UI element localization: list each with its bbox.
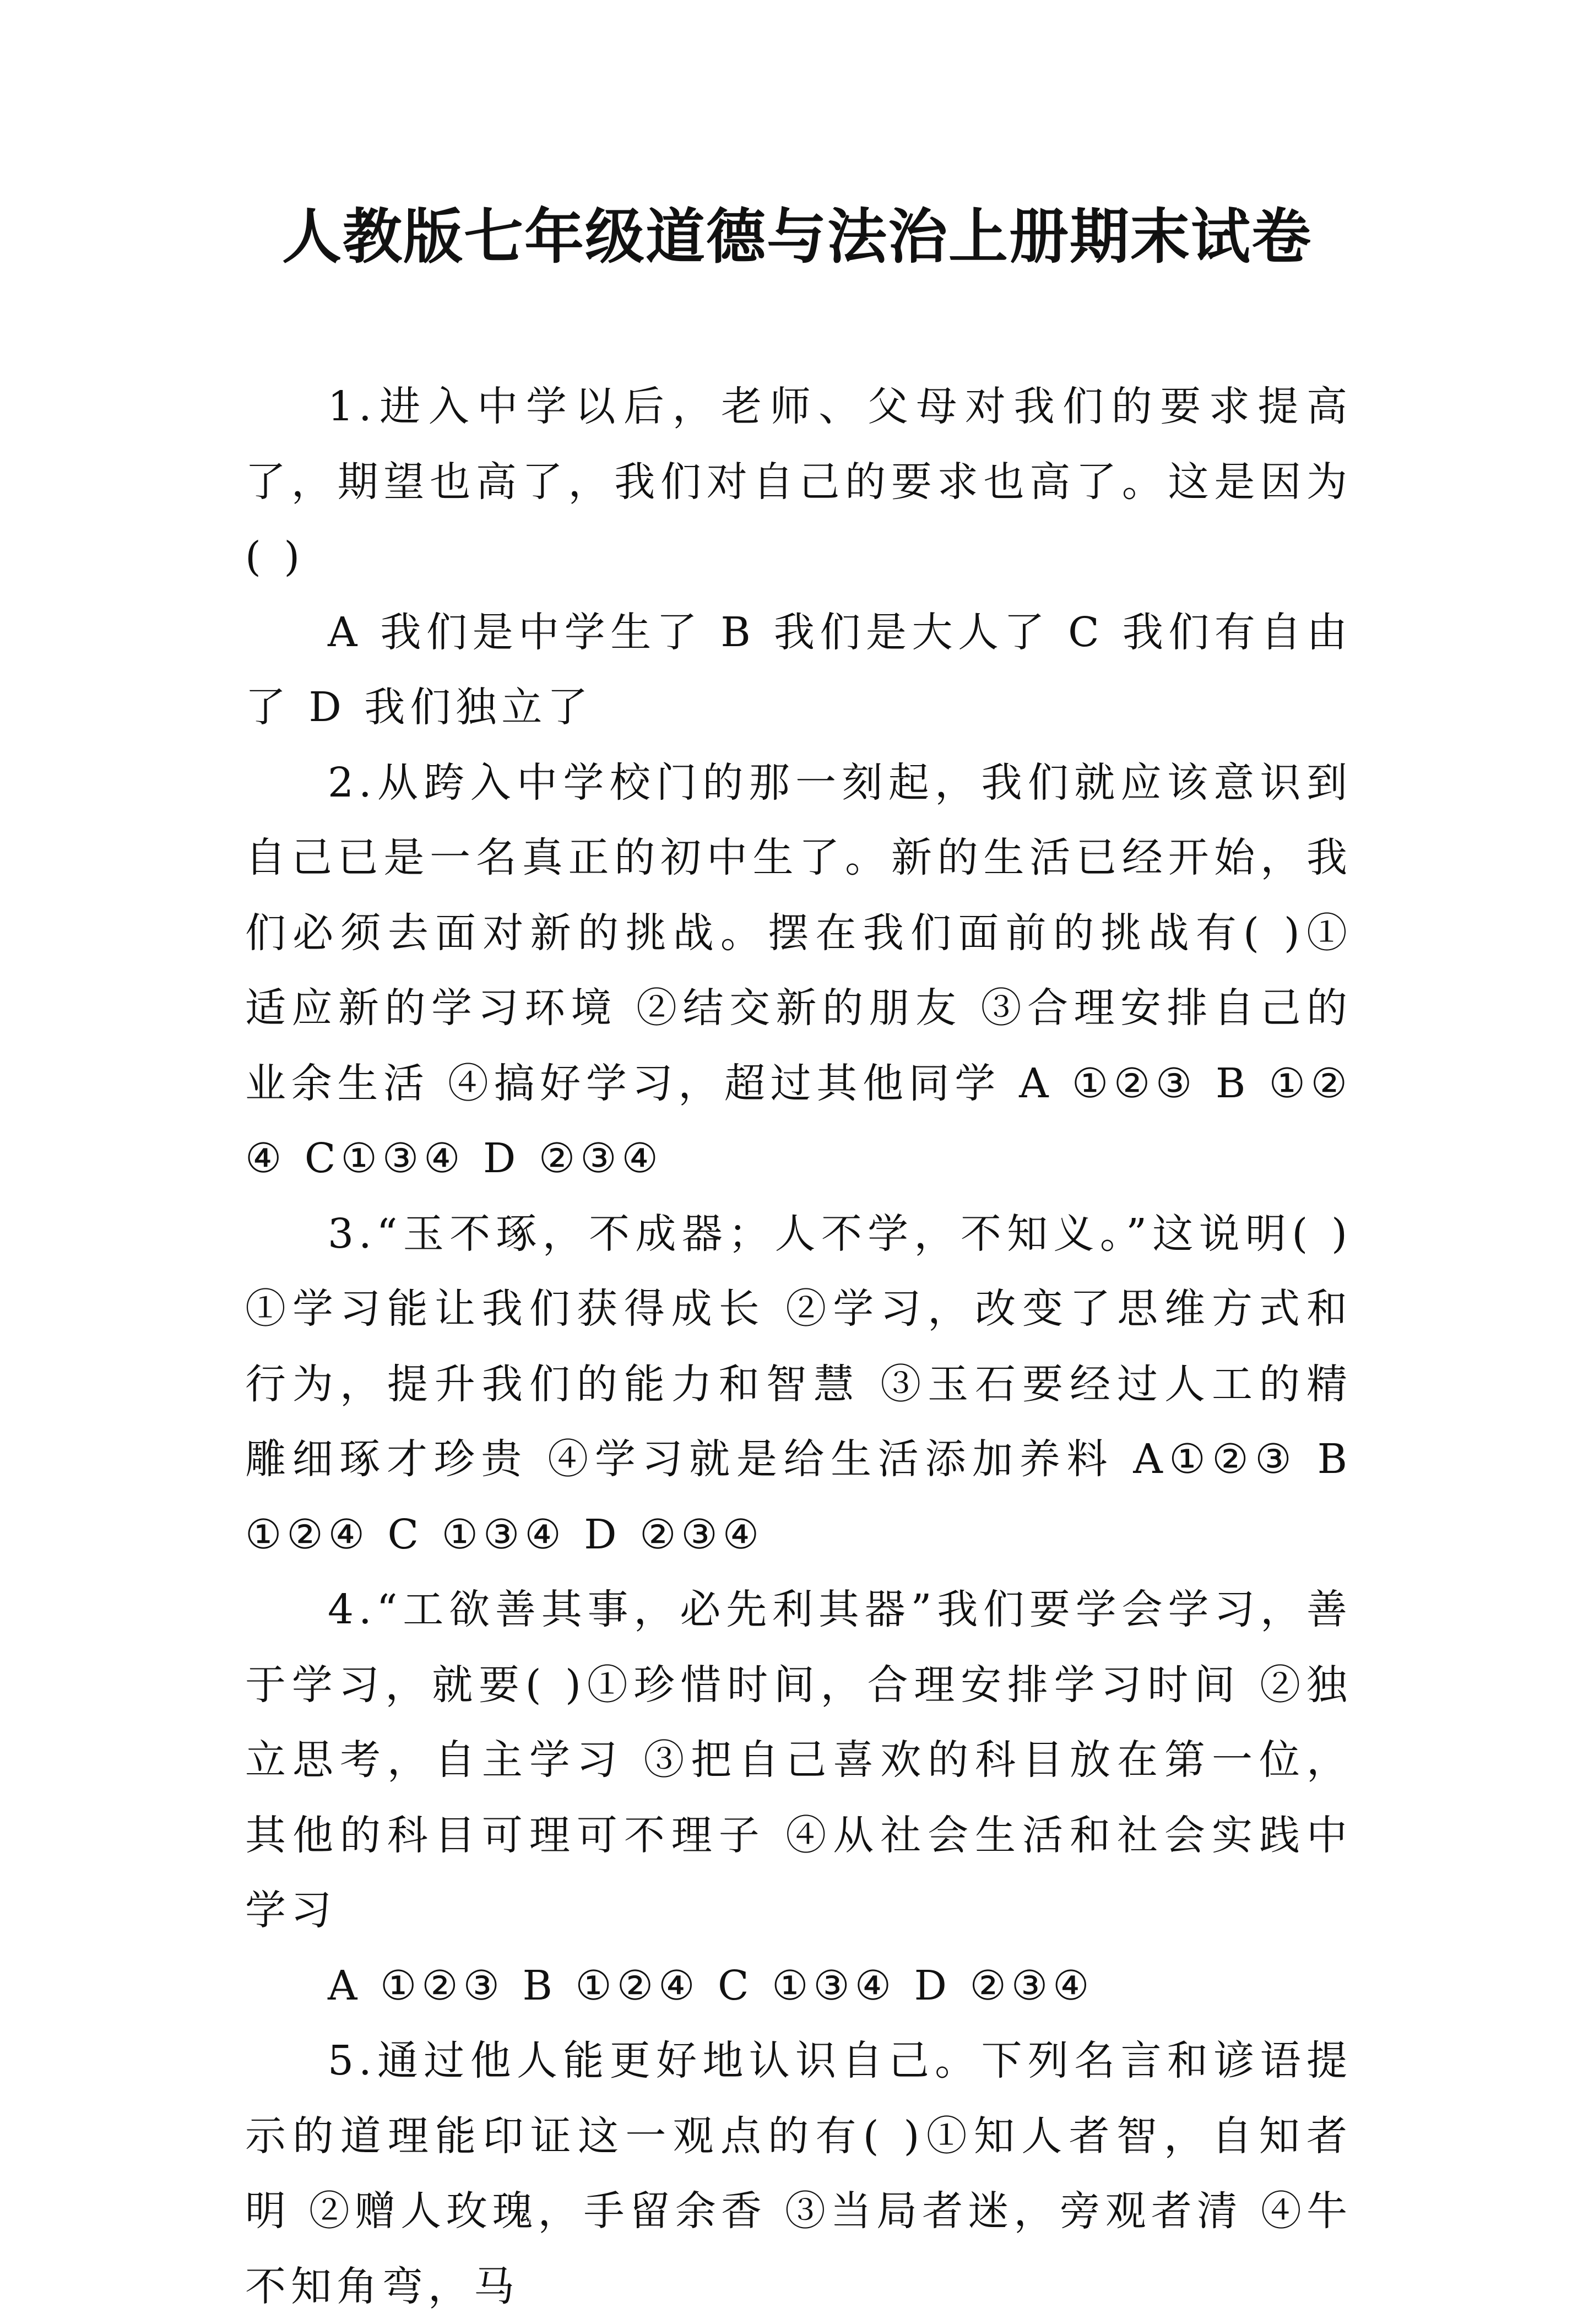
question-4-options: A ①②③ B ①②④ C ①③④ D ②③④ [328,1962,1094,2009]
question-5: 5.通过他人能更好地认识自己。下列名言和谚语提示的道理能印证这一观点的有( )①知人者智，自知者明 ②赠人玫瑰，手留余香 ③当局者迷，旁观者清 ④牛不知角弯，马 [245,2037,1352,2310]
question-1: 1.进入中学以后，老师、父母对我们的要求提高了，期望也高了，我们对自己的要求也高了。这是因为( ) [245,383,1352,581]
question-2: 2.从跨入中学校门的那一刻起，我们就应该意识到自己已是一名真正的初中生了。新的生活已经开始，我们必须去面对新的挑战。摆在我们面前的挑战有( )①适应新的学习环境 ②结交新的朋友 ③合理安排自己的业余生活 ④搞好学习，超过其他同学 A ①②③ B ①②④ C①③④ D ②③④ [245,759,1352,1182]
question-4: 4.“工欲善其事，必先利其器”我们要学会学习，善于学习，就要( )①珍惜时间，合理安排学习时间 ②独立思考，自主学习 ③把自己喜欢的科目放在第一位，其他的科目可理可不理子 ④从社会生活和社会实践中学习 [245,1586,1352,1934]
document-body [245,369,1352,2324]
page-title: 人教版七年级道德与法治上册期末试卷 [281,202,1312,272]
question-3: 3.“玉不琢，不成器；人不学，不知义。”这说明( )①学习能让我们获得成长 ②学习，改变了思维方式和行为，提升我们的能力和智慧 ③玉石要经过人工的精雕细琢才珍贵 ④学习就是给生活添加养料 A①②③ B ①②④ C ①③④ D ②③④ [245,1210,1352,1558]
question-1-options: A 我们是中学生了 B 我们是大人了 C 我们有自由了 D 我们独立了 [245,608,1352,731]
